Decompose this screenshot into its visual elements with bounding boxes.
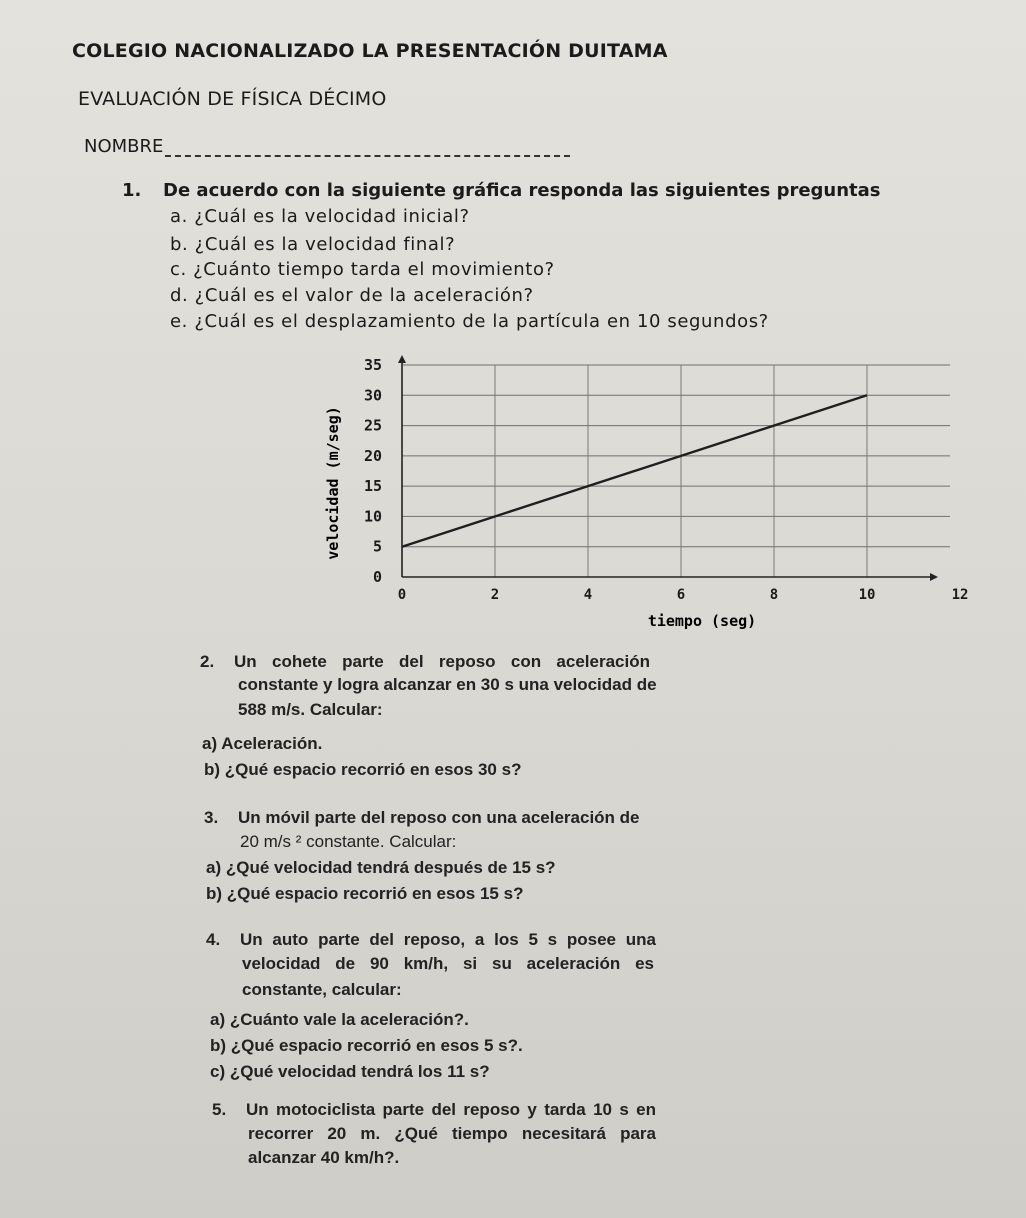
exam-title: EVALUACIÓN DE FÍSICA DÉCIMO [78,88,387,110]
question-2-item-b: b) ¿Qué espacio recorrió en esos 30 s? [204,760,522,779]
y-tick-label: 10 [363,507,382,526]
x-tick-label: 8 [769,587,779,603]
question-2-line-3: 588 m/s. Calcular: [238,700,383,719]
question-2-line-2: constante y logra alcanzar en 30 s una velocidad de [238,675,657,694]
question-3-line-1: 3. Un móvil parte del reposo con una aceleración de [204,808,640,827]
y-tick-labels [364,356,382,586]
question-1-item-c: c. ¿Cuánto tiempo tarda el movimiento? [170,259,555,280]
question-2-item-a: a) Aceleración. [202,734,323,753]
name-field [84,136,570,157]
question-4-item-b: b) ¿Qué espacio recorrió en esos 5 s?. [210,1036,523,1055]
y-tick-label: 20 [363,446,382,465]
question-2-number: 2. [200,652,215,671]
question-3-line-2: 20 m/s ² constante. Calcular: [240,832,457,851]
question-5-line-3: alcanzar 40 km/h?. [248,1148,400,1167]
x-tick-label: 6 [676,587,686,603]
question-2 [200,652,650,672]
x-tick-labels [398,587,969,603]
x-axis-arrow [930,573,938,581]
series-line-velocidad [402,395,867,546]
question-1-item-d: d. ¿Cuál es el valor de la aceleración? [170,285,534,306]
y-axis-label: velocidad (m/seg) [324,406,342,560]
chart-series [402,395,867,546]
question-3-number: 3. [204,808,219,827]
question-1-item-e: e. ¿Cuál es el desplazamiento de la partícula en 10 segundos? [170,311,769,332]
question-2-line-1: Un cohete parte del reposo con aceleración [234,652,650,671]
chart-grid [402,365,950,577]
question-4-line-2: velocidad de 90 km/h, si su aceleración es [242,954,654,973]
y-axis-arrow [398,355,406,363]
question-4-line-3: constante, calcular: [242,980,402,999]
question-5-line-1: Un motociclista parte del reposo y tarda 10 s en [246,1100,656,1119]
x-tick-label: 4 [583,587,593,603]
x-axis-label: tiempo (seg) [647,612,757,630]
y-tick-label: 35 [363,356,382,374]
question-1-item-a: a. ¿Cuál es la velocidad inicial? [170,206,470,227]
y-tick-label: 0 [372,568,382,586]
x-tick-label: 0 [397,587,407,603]
question-4-line-1: Un auto parte del reposo, a los 5 s posee una [240,930,656,949]
velocity-time-chart [320,348,970,638]
question-4 [206,930,656,950]
x-tick-label: 2 [490,587,500,603]
question-4-number: 4. [206,930,221,949]
y-tick-label: 25 [363,416,382,435]
question-1-title: De acuerdo con la siguiente gráfica responda las siguientes preguntas [163,180,881,201]
x-tick-label: 12 [951,587,969,603]
question-3-item-b: b) ¿Qué espacio recorrió en esos 15 s? [206,884,524,903]
question-3-item-a: a) ¿Qué velocidad tendrá después de 15 s? [206,858,556,877]
y-tick-label: 5 [372,537,382,556]
question-5-number: 5. [212,1100,227,1119]
name-blank-line [165,145,570,157]
question-5-line-2: recorrer 20 m. ¿Qué tiempo necesitará para [248,1124,656,1143]
question-1-number: 1. [122,180,142,201]
y-tick-label: 15 [363,477,382,496]
y-tick-label: 30 [363,386,382,405]
name-label: NOMBRE [84,136,164,157]
question-4-item-a: a) ¿Cuánto vale la aceleración?. [210,1010,469,1029]
x-tick-label: 10 [858,587,876,603]
question-1-item-b: b. ¿Cuál es la velocidad final? [170,234,456,255]
question-4-item-c: c) ¿Qué velocidad tendrá los 11 s? [210,1062,490,1081]
question-5 [212,1100,656,1120]
school-name: COLEGIO NACIONALIZADO LA PRESENTACIÓN DUITAMA [72,40,668,62]
